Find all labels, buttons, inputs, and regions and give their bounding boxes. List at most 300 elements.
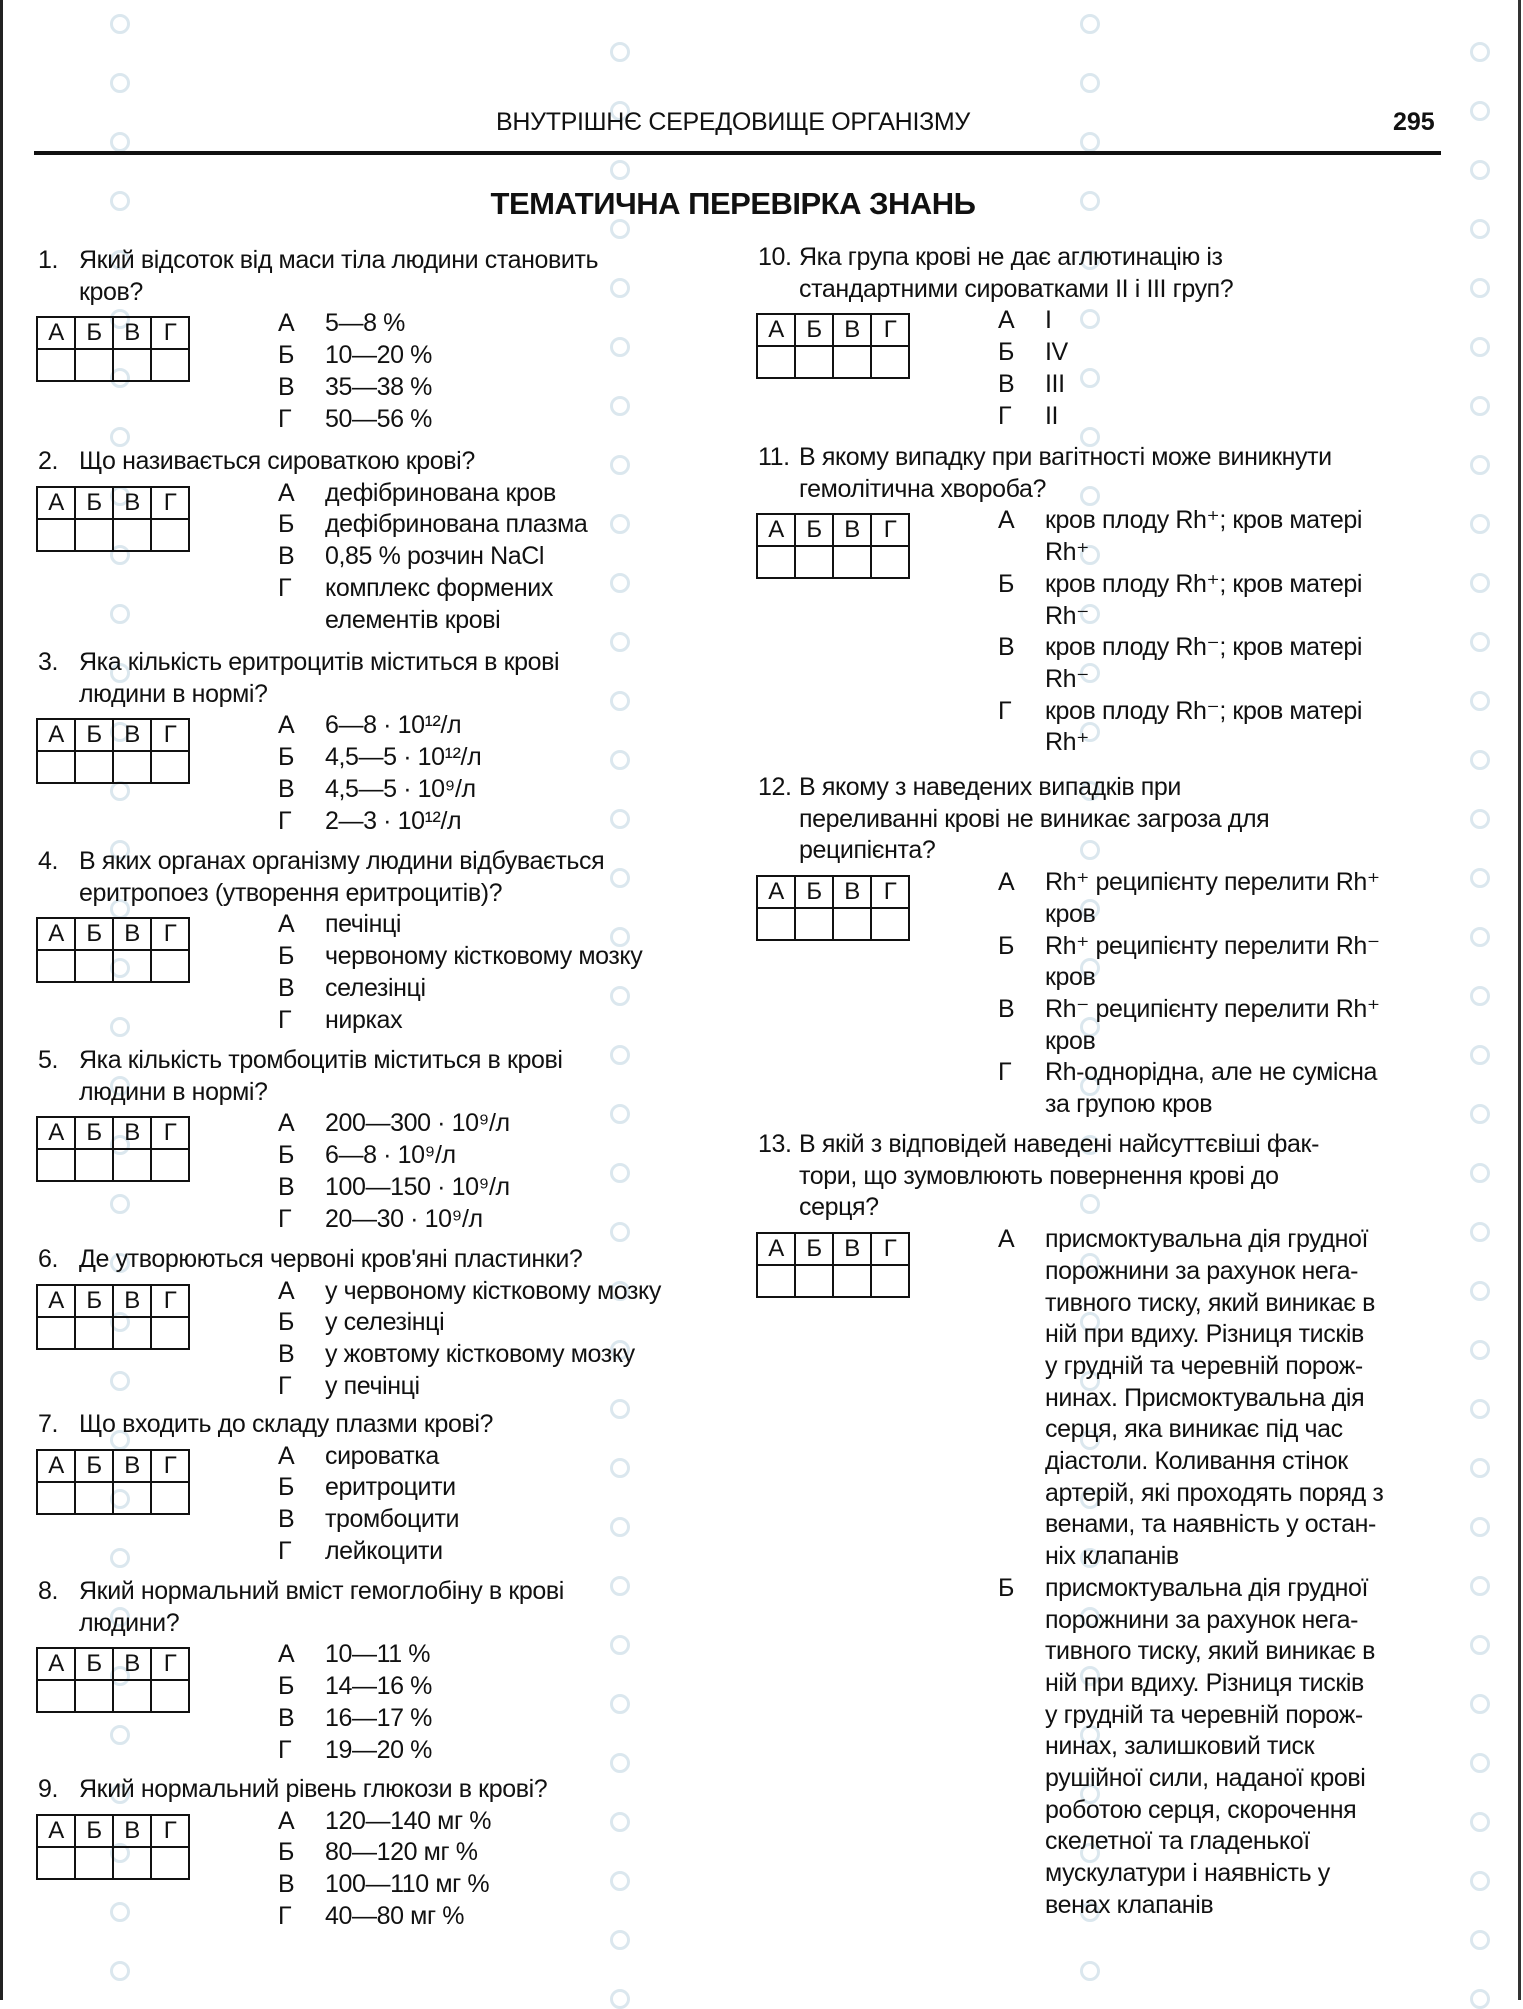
answer-cell-2[interactable] — [75, 950, 113, 982]
question-text-line: людини в нормі? — [79, 1077, 268, 1106]
watermark-logo-icon — [610, 809, 630, 829]
watermark-logo-icon — [1470, 868, 1490, 888]
answer-cell-1[interactable] — [757, 1265, 795, 1297]
option-item — [278, 1441, 493, 1473]
option-item — [998, 337, 1233, 369]
answer-cell-3[interactable] — [113, 950, 151, 982]
option-text — [325, 973, 642, 1005]
option-item — [998, 696, 1362, 759]
answer-cell-1[interactable] — [37, 950, 75, 982]
option-text-line: порожнини за рахунок нега- — [1045, 1605, 1359, 1634]
answer-grid-header: Б — [75, 487, 113, 519]
options-list — [278, 1639, 564, 1766]
answer-cell-4[interactable] — [151, 349, 189, 381]
answer-cell-1[interactable] — [37, 1482, 75, 1514]
watermark-logo-icon — [110, 14, 130, 34]
option-text — [1045, 569, 1362, 632]
option-text — [325, 1172, 563, 1204]
option-text — [325, 1005, 642, 1037]
options-list — [278, 909, 642, 1036]
watermark-logo-icon — [1470, 455, 1490, 475]
option-item — [998, 1224, 1383, 1573]
option-text — [325, 1108, 563, 1140]
option-text-line: лейкоцити — [325, 1536, 443, 1565]
answer-cell-2[interactable] — [795, 1265, 833, 1297]
question-text-line: Яка група крові не дає аглютинацію із — [799, 243, 1223, 271]
option-item — [278, 1901, 547, 1933]
option-text — [325, 941, 642, 973]
answer-grid — [36, 316, 190, 382]
option-text-line: Rh⁺ реципієнту перелити Rh⁻ — [1045, 931, 1380, 960]
answer-grid-header: В — [113, 1117, 151, 1149]
option-text-line: Rh⁺ — [1045, 728, 1089, 757]
option-letter: В — [278, 372, 295, 401]
answer-cell-4[interactable] — [871, 1265, 909, 1297]
watermark-logo-icon — [1080, 73, 1100, 93]
answer-grid — [36, 1116, 190, 1182]
watermark-logo-icon — [610, 396, 630, 416]
answer-grid-header: А — [757, 876, 795, 908]
option-letter: А — [278, 1441, 295, 1470]
watermark-logo-icon — [610, 1517, 630, 1537]
watermark-logo-icon — [610, 1222, 630, 1242]
option-text-line: діастоли. Коливання стінок — [1045, 1447, 1348, 1476]
answer-cell-2[interactable] — [75, 349, 113, 381]
question-body — [38, 1276, 661, 1403]
option-letter: Б — [278, 1473, 295, 1502]
option-text — [1045, 632, 1362, 695]
question-12 — [758, 772, 1380, 1121]
option-letter: Б — [278, 942, 295, 971]
answer-cell-1[interactable] — [37, 519, 75, 551]
answer-grid-header: Б — [75, 719, 113, 751]
option-text-line: 14—16 % — [325, 1672, 432, 1701]
answer-cell-4[interactable] — [151, 519, 189, 551]
option-text — [1045, 369, 1233, 401]
option-text-line: скелетної та гладенької — [1045, 1827, 1310, 1856]
answer-cell-1[interactable] — [757, 546, 795, 578]
watermark-logo-icon — [610, 337, 630, 357]
option-text-line: артерій, які проходять поряд з — [1045, 1478, 1384, 1507]
question-text-line: реципієнта? — [799, 836, 936, 865]
watermark-logo-icon — [1470, 1930, 1490, 1950]
answer-cell-3[interactable] — [833, 1265, 871, 1297]
option-item — [278, 710, 559, 742]
option-text-line: 20—30 · 10⁹/л — [325, 1204, 483, 1233]
answer-cell-3[interactable] — [113, 349, 151, 381]
option-text — [325, 340, 598, 372]
option-text — [1045, 696, 1362, 759]
watermark-logo-icon — [1470, 160, 1490, 180]
watermark-logo-icon — [610, 573, 630, 593]
option-text-line: тромбоцити — [325, 1505, 460, 1534]
options-list — [278, 1108, 563, 1235]
option-text — [1045, 337, 1233, 369]
option-text-line: кров плоду Rh⁻; кров матері — [1045, 633, 1363, 662]
option-text-line: Rh⁻ — [1045, 664, 1089, 693]
scan-edge-left — [0, 0, 3, 2000]
options-list — [278, 1806, 547, 1933]
answer-cell-1[interactable] — [37, 1680, 75, 1712]
answer-grid-header: А — [37, 487, 75, 519]
answer-grid-header: Г — [871, 314, 909, 346]
question-text-line: Що називається сироваткою крові? — [79, 447, 475, 475]
option-letter: Г — [278, 1204, 292, 1233]
watermark-logo-icon — [1470, 1694, 1490, 1714]
question-text-line: еритропоез (утворення еритроцитів)? — [79, 878, 503, 907]
question-number: 6. — [38, 1245, 59, 1273]
question-10 — [758, 242, 1233, 432]
answer-cell-2[interactable] — [75, 1482, 113, 1514]
option-letter: Г — [998, 401, 1012, 430]
watermark-logo-icon — [1470, 986, 1490, 1006]
option-text — [325, 1536, 493, 1568]
option-text — [1045, 994, 1380, 1057]
option-item — [278, 1140, 563, 1172]
watermark-logo-icon — [610, 514, 630, 534]
option-item — [278, 1472, 493, 1504]
answer-cell-2[interactable] — [75, 1149, 113, 1181]
option-text-line: 2—3 · 10¹²/л — [325, 806, 462, 835]
option-text-line: II — [1045, 401, 1059, 430]
option-item — [278, 372, 598, 404]
option-text — [1045, 505, 1362, 568]
answer-grid-header: А — [37, 719, 75, 751]
watermark-logo-icon — [1470, 42, 1490, 62]
watermark-logo-icon — [610, 1576, 630, 1596]
option-letter: В — [278, 973, 295, 1002]
option-text-line: 35—38 % — [325, 372, 432, 401]
option-text-line: I — [1045, 306, 1052, 335]
answer-cell-4[interactable] — [871, 908, 909, 940]
question-body — [758, 505, 1362, 759]
answer-cell-2[interactable] — [75, 751, 113, 783]
answer-cell-4[interactable] — [871, 346, 909, 378]
question-text — [799, 1129, 1383, 1224]
answer-grid-header: Г — [151, 918, 189, 950]
watermark-logo-icon — [610, 1812, 630, 1832]
option-text-line: порожнини за рахунок нега- — [1045, 1256, 1359, 1285]
answer-cell-2[interactable] — [75, 1317, 113, 1349]
option-letter: В — [278, 1703, 295, 1732]
question-text-line: серця? — [799, 1193, 879, 1222]
watermark-logo-icon — [610, 1871, 630, 1891]
question-text-line: Де утворюються червоні кров'яні пластинки? — [79, 1245, 583, 1273]
option-text — [325, 404, 598, 436]
question-number: 8. — [38, 1577, 59, 1605]
question-text-line: стандартними сироватками II і III груп? — [799, 274, 1234, 303]
option-text — [325, 541, 587, 573]
answer-cell-2[interactable] — [795, 908, 833, 940]
page-number: 295 — [1393, 108, 1435, 136]
option-letter: Г — [278, 404, 292, 433]
question-7 — [38, 1409, 493, 1568]
answer-cell-4[interactable] — [871, 546, 909, 578]
question-text-line: Яка кількість еритроцитів міститься в крові — [79, 648, 560, 676]
question-5 — [38, 1045, 563, 1235]
option-text-line: у печінці — [325, 1371, 420, 1400]
option-item — [278, 909, 642, 941]
option-text-line: нирках — [325, 1005, 403, 1034]
watermark-logo-icon — [610, 691, 630, 711]
option-text-line: дефібринована кров — [325, 478, 556, 507]
watermark-logo-icon — [610, 42, 630, 62]
question-body — [38, 909, 642, 1036]
answer-grid — [36, 1647, 190, 1713]
watermark-logo-icon — [1470, 750, 1490, 770]
option-text-line: мускулатури і наявність у — [1045, 1859, 1330, 1888]
answer-cell-3[interactable] — [113, 1317, 151, 1349]
option-text-line: сироватка — [325, 1441, 439, 1470]
answer-grid — [36, 1284, 190, 1350]
option-item — [278, 1536, 493, 1568]
answer-cell-3[interactable] — [113, 1149, 151, 1181]
answer-grid-header: А — [37, 1815, 75, 1847]
option-text-line: IV — [1045, 338, 1068, 367]
answer-grid-header: Б — [75, 1450, 113, 1482]
option-text-line: 40—80 мг % — [325, 1901, 465, 1930]
question-13 — [758, 1129, 1383, 1922]
option-text-line: 6—8 · 10¹²/л — [325, 711, 462, 740]
answer-cell-3[interactable] — [113, 1847, 151, 1879]
question-number: 10. — [758, 243, 792, 271]
option-letter: Г — [278, 1536, 292, 1565]
question-body — [38, 1806, 547, 1933]
option-letter: А — [278, 711, 295, 740]
answer-grid-header: В — [833, 1233, 871, 1265]
watermark-logo-icon — [610, 632, 630, 652]
watermark-logo-icon — [1470, 514, 1490, 534]
answer-grid-header: Б — [75, 1117, 113, 1149]
answer-grid-header: Г — [151, 1815, 189, 1847]
option-text-line: кров плоду Rh⁻; кров матері — [1045, 696, 1363, 725]
watermark-logo-icon — [610, 455, 630, 475]
answer-grid-header: А — [37, 1285, 75, 1317]
answer-cell-3[interactable] — [833, 908, 871, 940]
answer-cell-3[interactable] — [113, 1482, 151, 1514]
watermark-logo-icon — [610, 750, 630, 770]
answer-grid — [36, 1814, 190, 1880]
question-9 — [38, 1774, 547, 1933]
answer-cell-3[interactable] — [833, 346, 871, 378]
option-item — [278, 973, 642, 1005]
option-text — [325, 742, 559, 774]
option-letter: А — [278, 478, 295, 507]
question-body — [38, 710, 559, 837]
answer-grid-header: В — [833, 314, 871, 346]
option-item — [998, 369, 1233, 401]
option-letter: Г — [278, 806, 292, 835]
option-text-line: еритроцити — [325, 1473, 456, 1502]
question-body — [38, 1108, 563, 1235]
watermark-logo-icon — [610, 1104, 630, 1124]
option-text-line: у червоному кістковому мозку — [325, 1276, 661, 1305]
option-letter: В — [998, 994, 1015, 1023]
answer-cell-2[interactable] — [795, 546, 833, 578]
watermark-logo-icon — [1470, 396, 1490, 416]
answer-grid-header: Б — [795, 876, 833, 908]
watermark-logo-icon — [1470, 337, 1490, 357]
answer-cell-1[interactable] — [37, 349, 75, 381]
option-item — [278, 1339, 661, 1371]
answer-cell-2[interactable] — [75, 519, 113, 551]
watermark-logo-icon — [1470, 1163, 1490, 1183]
question-text-line: гемолітична хвороба? — [799, 474, 1047, 503]
option-item — [278, 509, 587, 541]
watermark-logo-icon — [1470, 1281, 1490, 1301]
option-letter: В — [278, 1340, 295, 1369]
option-text-line: 0,85 % розчин NaCl — [325, 542, 545, 571]
answer-grid-header: В — [833, 514, 871, 546]
option-text — [325, 1371, 661, 1403]
answer-cell-1[interactable] — [37, 751, 75, 783]
answer-cell-3[interactable] — [113, 1680, 151, 1712]
option-item — [998, 632, 1362, 695]
option-text-line: 10—20 % — [325, 341, 432, 370]
option-text — [325, 478, 587, 510]
answer-cell-4[interactable] — [151, 1317, 189, 1349]
watermark-logo-icon — [1470, 927, 1490, 947]
option-letter: А — [278, 1806, 295, 1835]
answer-cell-3[interactable] — [833, 546, 871, 578]
watermark-logo-icon — [1470, 1104, 1490, 1124]
option-text-line: 5—8 % — [325, 309, 405, 338]
option-text-line: 200—300 · 10⁹/л — [325, 1109, 510, 1138]
option-letter: А — [998, 868, 1015, 897]
watermark-logo-icon — [610, 1930, 630, 1950]
answer-cell-2[interactable] — [75, 1680, 113, 1712]
answer-cell-3[interactable] — [113, 751, 151, 783]
question-body — [758, 867, 1380, 1121]
answer-grid — [756, 513, 910, 579]
option-text — [325, 1140, 563, 1172]
answer-grid-header: В — [113, 1815, 151, 1847]
option-text-line: кров плоду Rh⁺; кров матері — [1045, 569, 1363, 598]
option-item — [998, 867, 1380, 930]
answer-grid-header: Б — [795, 1233, 833, 1265]
question-number: 13. — [758, 1130, 792, 1158]
option-item — [278, 478, 587, 510]
answer-cell-4[interactable] — [151, 950, 189, 982]
question-text — [799, 242, 1233, 305]
answer-cell-4[interactable] — [151, 751, 189, 783]
answer-grid-header: Б — [75, 1815, 113, 1847]
answer-cell-1[interactable] — [37, 1149, 75, 1181]
option-item — [278, 1703, 564, 1735]
question-text-line: В якому випадку при вагітності може виникнути — [799, 443, 1332, 471]
watermark-logo-icon — [1470, 1871, 1490, 1891]
option-text-line: III — [1045, 369, 1065, 398]
answer-cell-1[interactable] — [757, 346, 795, 378]
options-list — [998, 867, 1380, 1121]
answer-grid — [756, 313, 910, 379]
answer-cell-1[interactable] — [37, 1847, 75, 1879]
question-number: 9. — [38, 1775, 59, 1803]
watermark-logo-icon — [610, 219, 630, 239]
option-text-line: ній при вдиху. Різниця тисків — [1045, 1668, 1364, 1697]
answer-cell-3[interactable] — [113, 519, 151, 551]
question-text — [79, 846, 642, 909]
question-body — [38, 478, 587, 637]
watermark-logo-icon — [1470, 219, 1490, 239]
question-text-line: Який нормальний вміст гемоглобіну в крові — [79, 1577, 564, 1605]
option-item — [998, 401, 1233, 433]
question-2 — [38, 446, 587, 636]
option-letter: Б — [278, 1838, 295, 1867]
option-text-line: 50—56 % — [325, 404, 432, 433]
option-text — [325, 1735, 564, 1767]
option-text-line: комплекс формених — [325, 573, 553, 602]
option-item — [998, 505, 1362, 568]
option-text — [325, 1901, 547, 1933]
option-text-line: у жовтому кістковому мозку — [325, 1340, 635, 1369]
answer-grid — [36, 718, 190, 784]
option-text — [325, 1837, 547, 1869]
option-item — [278, 1371, 661, 1403]
watermark-logo-icon — [610, 278, 630, 298]
option-text-line: 80—120 мг % — [325, 1838, 478, 1867]
watermark-logo-icon — [610, 160, 630, 180]
question-text-line: Яка кількість тромбоцитів міститься в крові — [79, 1046, 563, 1074]
answer-cell-2[interactable] — [75, 1847, 113, 1879]
running-header: ВНУТРІШНЄ СЕРЕДОВИЩЕ ОРГАНІЗМУ — [495, 108, 970, 136]
option-text-line: кров — [1045, 1026, 1096, 1055]
option-letter: В — [278, 542, 295, 571]
option-text-line: Rh-однорідна, але не сумісна — [1045, 1058, 1378, 1087]
option-text-line: нинах. Присмоктувальна дія — [1045, 1383, 1365, 1412]
watermark-logo-icon — [1470, 1989, 1490, 2009]
option-text — [325, 1339, 661, 1371]
answer-grid — [36, 917, 190, 983]
answer-cell-4[interactable] — [151, 1149, 189, 1181]
option-letter: Б — [998, 1573, 1015, 1602]
option-item — [278, 1172, 563, 1204]
option-item — [278, 1806, 547, 1838]
option-letter: Г — [278, 1371, 292, 1400]
answer-grid-header: В — [113, 487, 151, 519]
watermark-logo-icon — [610, 1635, 630, 1655]
option-text-line: Rh⁺ реципієнту перелити Rh⁺ — [1045, 868, 1380, 897]
answer-cell-4[interactable] — [151, 1680, 189, 1712]
option-item — [278, 404, 598, 436]
answer-cell-4[interactable] — [151, 1482, 189, 1514]
answer-cell-2[interactable] — [795, 346, 833, 378]
option-item — [278, 806, 559, 838]
answer-grid-header: Б — [795, 314, 833, 346]
option-item — [998, 931, 1380, 994]
options-list — [278, 710, 559, 837]
option-item — [278, 308, 598, 340]
option-text — [325, 1671, 564, 1703]
watermark-logo-icon — [1470, 1222, 1490, 1242]
watermark-logo-icon — [1470, 1340, 1490, 1360]
question-number: 2. — [38, 447, 59, 475]
option-letter: Б — [998, 569, 1015, 598]
watermark-logo-icon — [1470, 278, 1490, 298]
question-body — [38, 1639, 564, 1766]
option-text — [1045, 931, 1380, 994]
watermark-logo-icon — [1470, 1517, 1490, 1537]
option-item — [278, 1204, 563, 1236]
answer-cell-4[interactable] — [151, 1847, 189, 1879]
option-item — [998, 1573, 1383, 1922]
answer-cell-1[interactable] — [37, 1317, 75, 1349]
question-text — [79, 1576, 564, 1639]
answer-cell-1[interactable] — [757, 908, 795, 940]
option-text-line: 120—140 мг % — [325, 1806, 492, 1835]
answer-grid-header: А — [757, 514, 795, 546]
option-text-line: тивного тиску, який виникає в — [1045, 1637, 1375, 1666]
